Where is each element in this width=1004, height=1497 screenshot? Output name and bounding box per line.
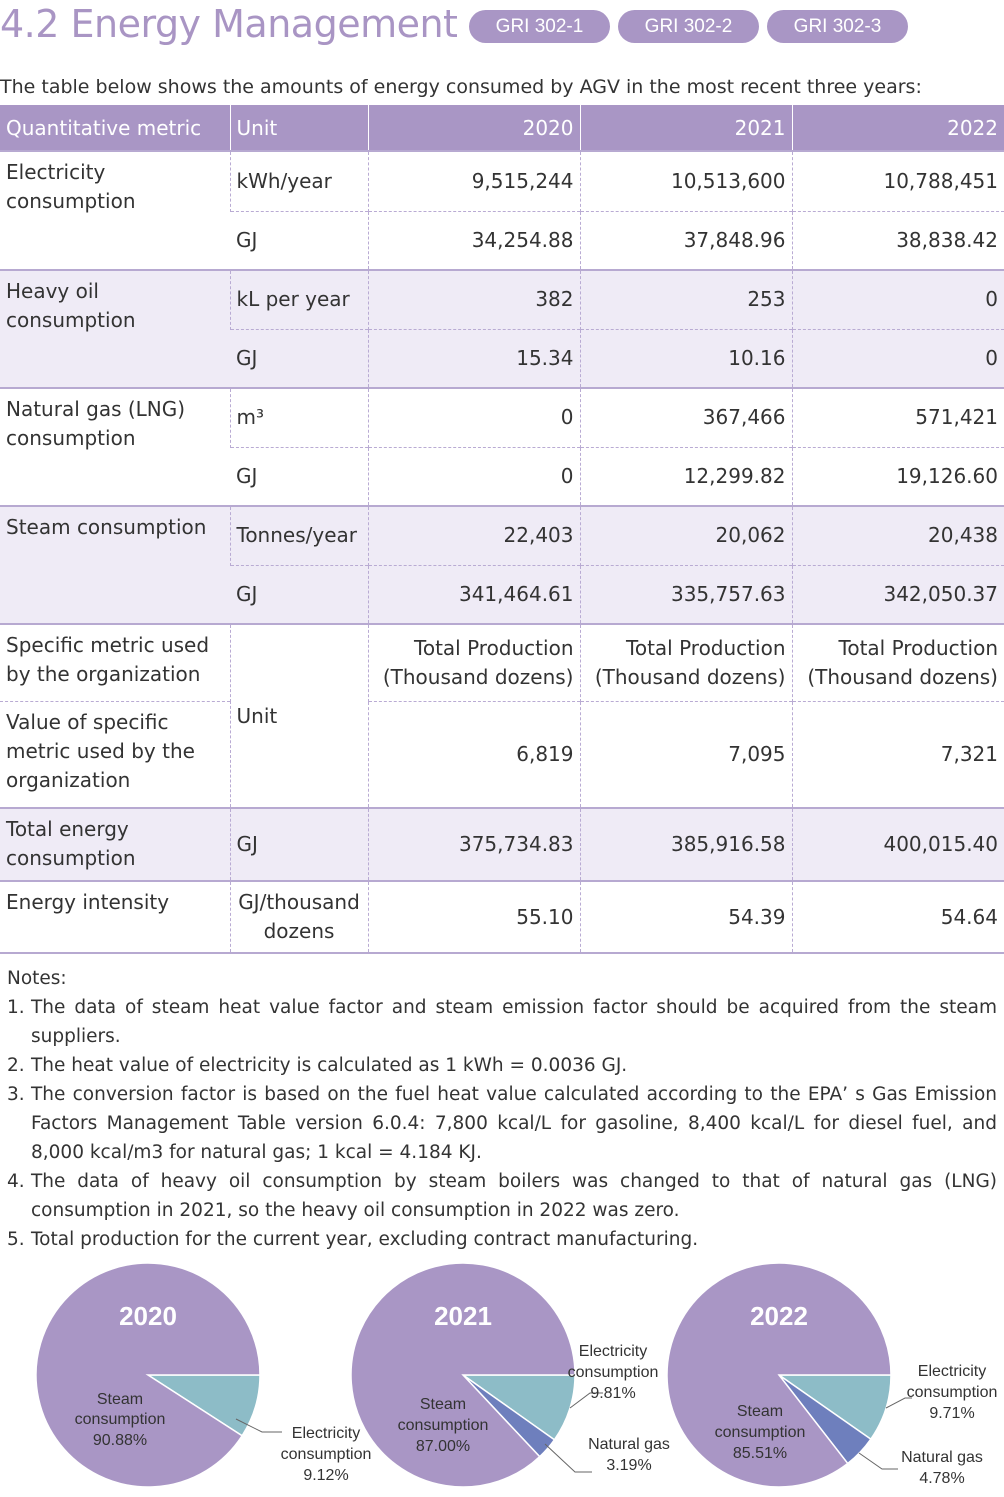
table-row <box>0 624 1004 701</box>
gri-badge-302-3: GRI 302-3 <box>767 10 908 43</box>
value-cell: 367,466 <box>580 388 792 447</box>
value-cell: 7,321 <box>792 701 1004 808</box>
note-item <box>7 1051 997 1080</box>
note-number: 5. <box>7 1229 25 1250</box>
pie-slice-label: Natural gas <box>901 1449 983 1466</box>
value-cell: 375,734.83 <box>368 808 580 881</box>
unit-cell: GJ <box>230 808 368 881</box>
value-cell: 22,403 <box>368 506 580 565</box>
value-cell: 10,513,600 <box>580 151 792 211</box>
header-2020: 2020 <box>368 105 580 151</box>
value-cell: 20,062 <box>580 506 792 565</box>
pie-slice-label: Electricity <box>578 1343 648 1360</box>
table-row <box>0 881 1004 953</box>
value-cell: 19,126.60 <box>792 447 1004 506</box>
pie-slice-label: consumption <box>714 1424 806 1441</box>
pie-data-label: 3.19% <box>606 1457 652 1474</box>
unit-cell: Tonnes/year <box>230 506 368 565</box>
value-cell: 0 <box>792 270 1004 329</box>
pie-slice-label: Natural gas <box>588 1436 670 1453</box>
metric-specific: Specific metric used by the organization <box>0 624 230 701</box>
note-text: The heat value of electricity is calculated as 1 kWh = 0.0036 GJ. <box>31 1055 628 1076</box>
pie-data-label: 4.78% <box>919 1470 965 1487</box>
unit-cell: GJ/thousand dozens <box>230 881 368 953</box>
metric-total-energy: Total energy consumption <box>0 808 230 881</box>
value-cell: 34,254.88 <box>368 211 580 270</box>
value-cell: 0 <box>792 329 1004 388</box>
metric-specific-value: Value of specific metric used by the organization <box>0 701 230 808</box>
value-cell: Total Production (Thousand dozens) <box>792 624 1004 701</box>
pie-data-label: 87.00% <box>415 1438 471 1455</box>
metric-steam: Steam consumption <box>0 506 230 624</box>
notes-title: Notes: <box>7 968 67 989</box>
gri-badge-302-2: GRI 302-2 <box>618 10 759 43</box>
unit-cell: m³ <box>230 388 368 447</box>
note-text: Total production for the current year, excluding contract manufacturing. <box>31 1229 699 1250</box>
pie-slice-label: consumption <box>397 1417 489 1434</box>
pie-slice-label: consumption <box>567 1364 659 1381</box>
pie-leader-line <box>859 1453 898 1469</box>
value-cell: 20,438 <box>792 506 1004 565</box>
pie-data-label: 90.88% <box>92 1432 148 1449</box>
note-number: 1. <box>7 997 25 1018</box>
value-cell: 7,095 <box>580 701 792 808</box>
value-cell: 382 <box>368 270 580 329</box>
note-item <box>7 1225 997 1254</box>
value-cell: Total Production (Thousand dozens) <box>580 624 792 701</box>
pie-title-2022: 2022 <box>750 1301 808 1331</box>
value-cell: 12,299.82 <box>580 447 792 506</box>
header-unit: Unit <box>230 105 368 151</box>
unit-cell: GJ <box>230 211 368 270</box>
pie-data-label: 9.12% <box>303 1467 349 1484</box>
pie-title-2020: 2020 <box>119 1301 177 1331</box>
unit-cell: GJ <box>230 565 368 624</box>
value-cell: 571,421 <box>792 388 1004 447</box>
value-cell: 10,788,451 <box>792 151 1004 211</box>
pie-slice-label: Electricity <box>917 1363 987 1380</box>
table-row <box>0 808 1004 881</box>
note-number: 4. <box>7 1171 25 1192</box>
note-item <box>7 1167 997 1225</box>
value-cell: 10.16 <box>580 329 792 388</box>
value-cell: 400,015.40 <box>792 808 1004 881</box>
header-2022: 2022 <box>792 105 1004 151</box>
value-cell: Total Production (Thousand dozens) <box>368 624 580 701</box>
table-row <box>0 270 1004 329</box>
value-cell: 0 <box>368 388 580 447</box>
gri-badge-302-1: GRI 302-1 <box>469 10 610 43</box>
value-cell: 6,819 <box>368 701 580 808</box>
page-title: 4.2 Energy Management <box>0 2 458 46</box>
unit-cell: Unit <box>230 624 368 808</box>
value-cell: 54.39 <box>580 881 792 953</box>
intro-text: The table below shows the amounts of energy consumed by AGV in the most recent three years: <box>0 76 922 98</box>
value-cell: 0 <box>368 447 580 506</box>
value-cell: 342,050.37 <box>792 565 1004 624</box>
pie-slice-label: Steam <box>419 1396 467 1413</box>
note-item <box>7 1080 997 1167</box>
pie-slice-label: Steam <box>96 1391 144 1408</box>
note-text: The conversion factor is based on the fuel heat value calculated according to the EPA’ s Gas Emission Factors Management Table version 6.0.4: 7,800 kcal/L for gasoline, 8,400 kcal/L for diesel fuel, and 8,000 kcal/m3 for natural gas; 1 kcal = 4.184 KJ. <box>31 1084 997 1163</box>
header-2021: 2021 <box>580 105 792 151</box>
unit-cell: GJ <box>230 447 368 506</box>
pie-data-label: 85.51% <box>732 1445 788 1462</box>
value-cell: 54.64 <box>792 881 1004 953</box>
unit-cell: kL per year <box>230 270 368 329</box>
value-cell: 38,838.42 <box>792 211 1004 270</box>
notes-section <box>7 964 997 1254</box>
pie-title-2021: 2021 <box>434 1301 492 1331</box>
table-row <box>0 506 1004 565</box>
value-cell: 335,757.63 <box>580 565 792 624</box>
pie-slice-label: Electricity <box>291 1425 361 1442</box>
energy-share-pie-charts <box>0 1262 1004 1497</box>
section-header <box>0 0 1004 60</box>
value-cell: 9,515,244 <box>368 151 580 211</box>
pie-slice-label: consumption <box>906 1384 998 1401</box>
metric-energy-intensity: Energy intensity <box>0 881 230 953</box>
unit-cell: kWh/year <box>230 151 368 211</box>
table-header-row <box>0 105 1004 151</box>
note-text: The data of heavy oil consumption by steam boilers was changed to that of natural gas (LNG) consumption in 2021, so the heavy oil consumption in 2022 was zero. <box>31 1171 997 1221</box>
unit-cell: GJ <box>230 329 368 388</box>
note-item <box>7 993 997 1051</box>
value-cell: 15.34 <box>368 329 580 388</box>
note-number: 3. <box>7 1084 25 1105</box>
pie-leader-line <box>545 1444 592 1472</box>
pie-slice-steam-2020 <box>36 1263 260 1487</box>
header-metric: Quantitative metric <box>0 105 230 151</box>
value-cell: 253 <box>580 270 792 329</box>
pie-slice-label: consumption <box>74 1411 166 1428</box>
pie-data-label: 9.81% <box>590 1385 636 1402</box>
metric-electricity: Electricity consumption <box>0 151 230 270</box>
value-cell: 55.10 <box>368 881 580 953</box>
value-cell: 385,916.58 <box>580 808 792 881</box>
pie-slice-label: consumption <box>280 1446 372 1463</box>
metric-heavy-oil: Heavy oil consumption <box>0 270 230 388</box>
metric-natural-gas: Natural gas (LNG) consumption <box>0 388 230 506</box>
table-row <box>0 151 1004 211</box>
note-number: 2. <box>7 1055 25 1076</box>
note-text: The data of steam heat value factor and steam emission factor should be acquired from the steam suppliers. <box>31 997 997 1047</box>
value-cell: 37,848.96 <box>580 211 792 270</box>
table-row <box>0 388 1004 447</box>
pie-slice-label: Steam <box>736 1403 784 1420</box>
value-cell: 341,464.61 <box>368 565 580 624</box>
energy-table <box>0 105 1004 954</box>
table-row <box>0 701 1004 808</box>
pie-data-label: 9.71% <box>929 1405 975 1422</box>
